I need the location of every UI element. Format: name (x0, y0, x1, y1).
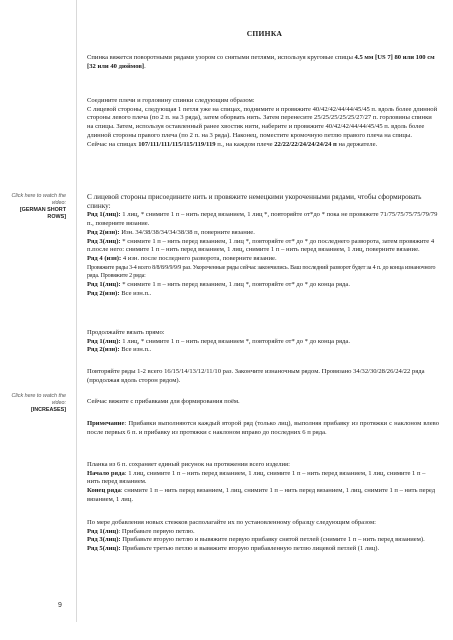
paragraph-intro (87, 54, 439, 71)
text: * снимите 1 п – нить перед вязанием, 1 лиц *, повторяйте от* до * до конца ряда. (120, 281, 350, 289)
row-label: Ряд 2(изн): (87, 228, 120, 236)
text: Все изн.п.. (119, 346, 152, 354)
row-label: Ряд 1(лиц): (87, 281, 121, 289)
text: : снимите 1 п – нить перед вязанием, 1 лиц, снимите 1 п – нить перед вязанием, 1 лиц, снимите 1 п – нить перед вязанием, 1 лиц. (87, 487, 436, 503)
text: Спинка вяжется поворотными рядами узором со снятыми петлями, используя круговые спицы (87, 54, 355, 61)
row-label: Ряд 3(лиц): (87, 536, 121, 544)
text: Изн. 34/38/38/34/34/38/38 п, поверните вязание. (119, 228, 255, 236)
paragraph-join-shoulders (87, 97, 439, 149)
stitch-count: 22/22/22/24/24/24/24 п (274, 140, 337, 148)
row-label: Ряд 4 (изн): (87, 254, 122, 262)
text: С лицевой стороны присоедините нить и провяжите немецкими укороченными рядами, чтобы сформировать спинку: (87, 193, 422, 211)
paragraph-border (87, 461, 439, 505)
paragraph-straight (87, 329, 439, 355)
row-label: Ряд 1(лиц): (87, 211, 121, 219)
row-label: Конец ряда (87, 487, 121, 495)
row-label: Ряд 3(лиц): (87, 237, 121, 245)
section-title: СПИНКА (246, 29, 283, 38)
row-label: Ряд 1(лиц) (87, 527, 119, 535)
video-link-label[interactable]: [INCREASES] (30, 407, 66, 413)
video-link-german-short-rows[interactable] (0, 193, 66, 221)
note-label: Примечание (87, 420, 125, 427)
paragraph-short-rows (87, 193, 439, 298)
text: : 1 лиц, снимите 1 п – нить перед вязанием, 1 лиц, снимите 1 п – нить перед вязанием, 1 лиц, снимите 1 п – нить перед вязанием. (87, 469, 426, 486)
text: Планка из 6 п. сохраняет единый рисунок на протяжении всего изделия: (87, 461, 290, 468)
text: Все изн.п.. (119, 289, 152, 297)
needle-size: 4.5 мм [US 7] 80 или 100 см [32 или 40 дюймов] (87, 54, 435, 70)
text: 1 лиц, * снимите 1 п – нить перед вязанием *, повторяйте от* до * до конца ряда. (120, 337, 350, 345)
text: : Прибавки выполняются каждый второй ряд (только лиц), выполняя прибавку из протяжки с наклоном влево после первых 6 п. и прибавку из протяжки с наклоном вправо до последних 6 п ряда. (87, 420, 439, 436)
text: С лицевой стороны, следующая 1 петля уже на спицах, поднимите и провяжите 40/42/42/44/44/45/45 п. вдоль более длинной стороны левого плеча (по 2 п. на 3 ряда), затем оборвать нить. Затем перенесите 25/25/25/25/25/27/27 п. горловины спинки на спицы. Затем, используя оставленный ранее хвостик нити, наберите и провяжите 40/42/42/44/44/45/45 п. вдоль более длинной стороны правого плеча (по 2 п. на 3 ряда). Наконец, поместите кромочную петлю правого плеча на спицы. (87, 105, 438, 139)
text: Прибавьте вторую петлю и вывяжите первую прибавку снятой петлей (снимите 1 п – нить перед вязанием). (120, 536, 425, 544)
paragraph-repeat (87, 368, 439, 385)
paragraph-increase-rows (87, 519, 439, 554)
video-link-caption: Click here to watch the video: (11, 193, 66, 206)
text: Прибавьте третью петлю и вывяжите вторую прибавленную петлю лицевой петлей (1 лиц). (120, 545, 380, 553)
text: 4 изн. после последнего разворота, поверните вязание. (121, 254, 277, 262)
text: Повторяйте ряды 1-2 всего 16/15/14/13/12/11/10 раз. Закончите изнаночным рядом. Провязано 34/32/30/28/26/24/22 ряда (продолжая вдоль сторон рядом). (87, 368, 425, 384)
text: Сейчас вяжите с прибавками для формирования поём. (87, 398, 240, 405)
text: Сейчас на спицах (87, 140, 139, 148)
text: : Прибавьте первую петлю. (118, 527, 195, 535)
video-link-caption: Click here to watch the video: (11, 393, 66, 406)
stitch-count: 107/111/111/115/115/119/119 (138, 140, 216, 148)
paragraph-note (87, 420, 439, 437)
row-label: Ряд 5(лиц): (87, 545, 121, 553)
row-label: Начало ряда (87, 469, 125, 477)
text: * снимите 1 п – нить перед вязанием, 1 лиц *, повторяйте от* до * до последнего разворота, затем провяжите 4 п.после него: снимите 1 п – нить перед вязанием, 1 лиц, снимите 1 п – нить перед вязанием, 1 лиц, поверните вязание. (87, 237, 435, 254)
paragraph-increases-intro (87, 398, 439, 407)
text: Провяжите ряды 3-4 всего 8/8/8/9/9/9/9 раз. Укороченные ряды сейчас закончились. Ваш последний разворот будет за 4 п. до конца изнаночного ряда. Провяжите 2 ряда: (87, 264, 436, 280)
page-number: 9 (58, 602, 62, 609)
text: п., на каждом плече (215, 140, 275, 148)
text: . (144, 62, 146, 70)
text: По мере добавления новых стежков располагайте их по установленному образцу следующим образом: (87, 519, 376, 526)
row-label: Ряд 2(изн): (87, 346, 120, 354)
row-label: Ряд 1(лиц): (87, 337, 121, 345)
text: 1 лиц, * снимите 1 п – нить перед вязанием, 1 лиц *, повторяйте от*до * пока не провяжете 71/75/75/75/75/79/79 п., поверните вязание. (87, 211, 438, 228)
margin-divider (76, 0, 77, 622)
row-label: Ряд 2(изн): (87, 289, 120, 297)
text: на держателе. (336, 140, 378, 148)
text: Продолжайте вязать прямо: (87, 329, 165, 336)
text: Соедините плечи и горловину спинки следующим образом: (87, 97, 255, 104)
video-link-label[interactable]: [GERMAN SHORT ROWS] (19, 207, 66, 220)
video-link-increases[interactable] (0, 393, 66, 414)
